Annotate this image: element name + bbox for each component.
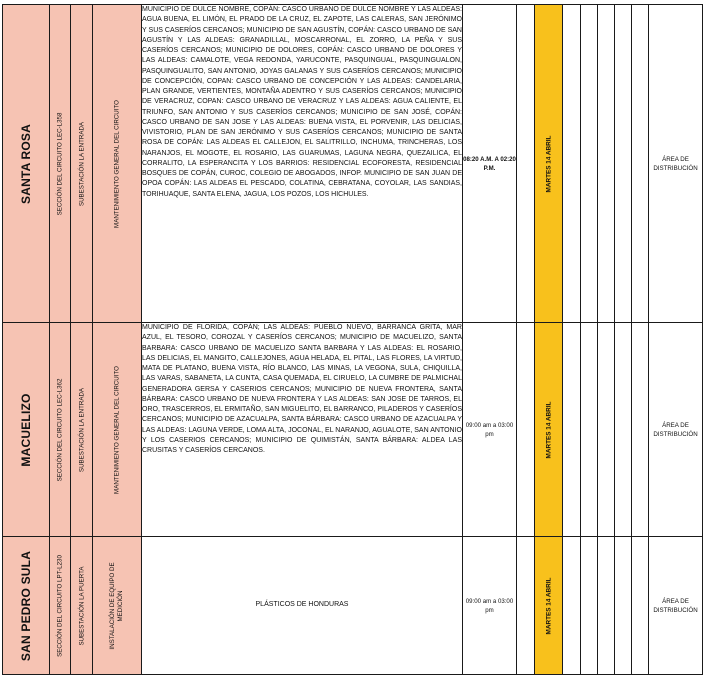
work-type: MANTENIMIENTO GENERAL DEL CIRCUITO [113,99,121,228]
blank-cell [632,537,649,675]
blank-cell [563,323,581,537]
outage-schedule-table [2,4,703,675]
table-row [3,323,703,537]
blank-cell [517,5,535,323]
blank-cell [632,323,649,537]
date-label: MARTES 14 ABRIL [545,577,552,634]
city-cell [3,537,50,675]
substation-cell [71,5,93,323]
substation-name: SUBESTACIÓN LA ENTRADA [78,387,85,472]
area-label: ÁREA DE DISTRIBUCIÓN [649,5,703,323]
city-name: SAN PEDRO SULA [19,550,33,661]
substation-cell [71,537,93,675]
work-cell [93,537,142,675]
table-row [3,5,703,323]
date-cell [535,537,563,675]
blank-cell [581,323,598,537]
circuit-cell [50,537,71,675]
blank-cell [598,5,615,323]
circuit-section: SECCIÓN DEL CIRCUITO LEC-L358 [56,112,64,215]
table-row [3,537,703,675]
blank-cell [563,5,581,323]
blank-cell [581,5,598,323]
city-cell [3,323,50,537]
date-cell [535,323,563,537]
time-window: 08:20 A.M. A 02:20 P.M. [463,5,517,323]
blank-cell [615,323,632,537]
substation-cell [71,323,93,537]
city-name: MACUELIZO [19,392,33,467]
affected-areas: PLÁSTICOS DE HONDURAS [142,537,463,675]
blank-cell [563,537,581,675]
blank-cell [615,5,632,323]
work-cell [93,323,142,537]
city-name: SANTA ROSA [19,123,33,204]
circuit-cell [50,5,71,323]
date-label: MARTES 14 ABRIL [545,401,552,458]
blank-cell [598,323,615,537]
date-cell [535,5,563,323]
blank-cell [615,537,632,675]
affected-areas: MUNICIPIO DE DULCE NOMBRE, COPÁN: CASCO URBANO DE DULCE NOMBRE Y LAS ALDEAS: AGUA BUENA, EL LIMÓN, EL PRADO DE LA CRUZ, EL ZAPOTE, LAS CALERAS, SAN JERÓNIMO Y SUS CASERÍOS CERCANOS; MUNICIPIO DE SAN AGUSTÍN, COPÁN: CASCO URBANO DE SAN AGUSTÍN Y LAS ALDEAS: GRANADILLAL, MOSCARRONAL, EL ZORRO, LA PEÑA Y SUS CASERÍOS CERCANOS; MUNICIPIO DE DOLORES, COPÁN: CASCO URBANO DE DOLORES Y LAS ALDEAS: CAMALOTE, VEGA REDONDA, YARUCONTE, PASQUINGUAL, PASQUINGUALON, PASQUINGUALITO, SAN ANTONIO, JOYAS GALANAS Y SUS CASERÍOS CERCANOS; MUNICIPIO DE CONCEPCIÓN, COPAN: CASCO URBANO DE CONCEPCIÓN Y LAS ALDEAS: CANDELARIA, PLAN GRANDE, VERTIENTES, MONTAÑA ADENTRO Y SUS CASERÍOS CERCANOS; MUNICIPIO DE VERACRUZ, COPAN: CASCO URBANO DE VERACRUZ Y LAS ALDEAS: AGUA CALIENTE, EL TRIUNFO, SAN ANTONIO Y SUS CASERÍOS CERCANOS; MUNICIPIO DE SAN JOSÉ, COPÁN: CASCO URBANO DE SAN JOSE Y LAS ALDEAS: BUENA VISTA, EL PORVENIR, LAS DELICIAS, VIVISTORIO, PLAN DE SAN JERÓNIMO Y SUS CASERÍOS CERCANOS; MUNICIPIO DE SANTA ROSA DE COPÁN: LAS ALDEAS EL CALLEJON, EL SALITRILLO, INCHUMA, TRINCHERAS, LOS NARANJOS, EL MOGOTE, EL ROSARIO, LAS GUARUMAS, LAGUNA NEGRA, QUEZAILICA, EL CORRALITO, LA ESPERANCITA Y LOS BARRIOS: RESIDENCIAL ECOFORESTA, RESIDENCIAL BOSQUES DE COPÁN, CUROC, COLEGIO DE ABOGADOS, INFOP. MUNICIPIO DE SAN JUAN DE OPOA COPÁN: LAS ALDEAS EL PESCADO, COLATINA, CEBRATANA, COYOLAR, LAS SANDIAS, TORIHUAQUE, SANTA ELENA, JAGUA, LOS POZOS, LOS HICHULES. [142,5,463,323]
area-label: ÁREA DE DISTRIBUCIÓN [649,323,703,537]
substation-name: SUBESTACIÓN LA PUERTA [78,565,85,646]
time-window: 09:00 am a 03:00 pm [463,537,517,675]
substation-name: SUBESTACIÓN LA ENTRADA [78,121,85,206]
work-type: MANTENIMIENTO GENERAL DEL CIRCUITO [113,365,121,494]
area-label: ÁREA DE DISTRIBUCIÓN [649,537,703,675]
circuit-section: SECCIÓN DEL CIRCUITO LPT-L230 [56,554,64,657]
blank-cell [581,537,598,675]
time-window: 09:00 am a 03:00 pm [463,323,517,537]
date-label: MARTES 14 ABRIL [545,135,552,192]
blank-cell [517,323,535,537]
blank-cell [632,5,649,323]
city-cell [3,5,50,323]
work-type: INSTALACIÓN DE EQUIPO DE MEDICIÓN [109,561,124,650]
circuit-section: SECCIÓN DEL CIRCUITO LEC-L362 [56,378,64,481]
work-cell [93,5,142,323]
blank-cell [517,537,535,675]
affected-areas: MUNICIPIO DE FLORIDA, COPÁN; LAS ALDEAS: PUEBLO NUEVO, BARRANCA GRITA, MAR AZUL, EL TESORO, COROZAL Y CASERÍOS CERCANOS; MUNICIPIO DE MACUELIZO, SANTA BARBARA: CASCO URBANO DE MACUELIZO SANTA BARBARA Y LAS ALDEAS: EL ROSARIO, LAS DELICIAS, EL MANGITO, CALLEJONES, AGUA HELADA, EL PITAL, LAS FLORES, LA VIRTUD, MATA DE PLATANO, BUENA VISTA, RÍO BLANCO, LAS MINAS, LA VEGONA, SULA, CHIQUILLA, LAS VARAS, SABANETA, LA CUNTA, CASA QUEMADA, EL CIRUELO, LA CUMBRE DE PALMICHAL GENERADORA GERSA Y CASERIOS CERCANOS; MUNICIPIO DE NUEVA FRONTERA, SANTA BÁRBARA: CASCO URBANO DE NUEVA FRONTERA Y LAS ALDEAS: SAN JOSE DE TARROS, EL ORO, TRASCERROS, EL ERMITAÑO, SAN MIGUELITO, EL BARRANCO, PILADEROS Y CASERÍOS CERCANOS; MUNICIPIO DE AZACUALPA, SANTA BÁRBARA: CASCO URBANO DE AZACUALPA Y LAS ALDEAS: LAGUNA VERDE, LOMA ALTA, JOCONAL, EL NARANJO, AGUALOTE, SAN ANTONIO Y LOS CASERIOS CERCANOS; MUNICIPIO DE QUIMISTÁN, SANTA BÁRBARA: ALDEA LAS CRUSITAS Y CASERÍOS CERCANOS. [142,323,463,537]
blank-cell [598,537,615,675]
circuit-cell [50,323,71,537]
